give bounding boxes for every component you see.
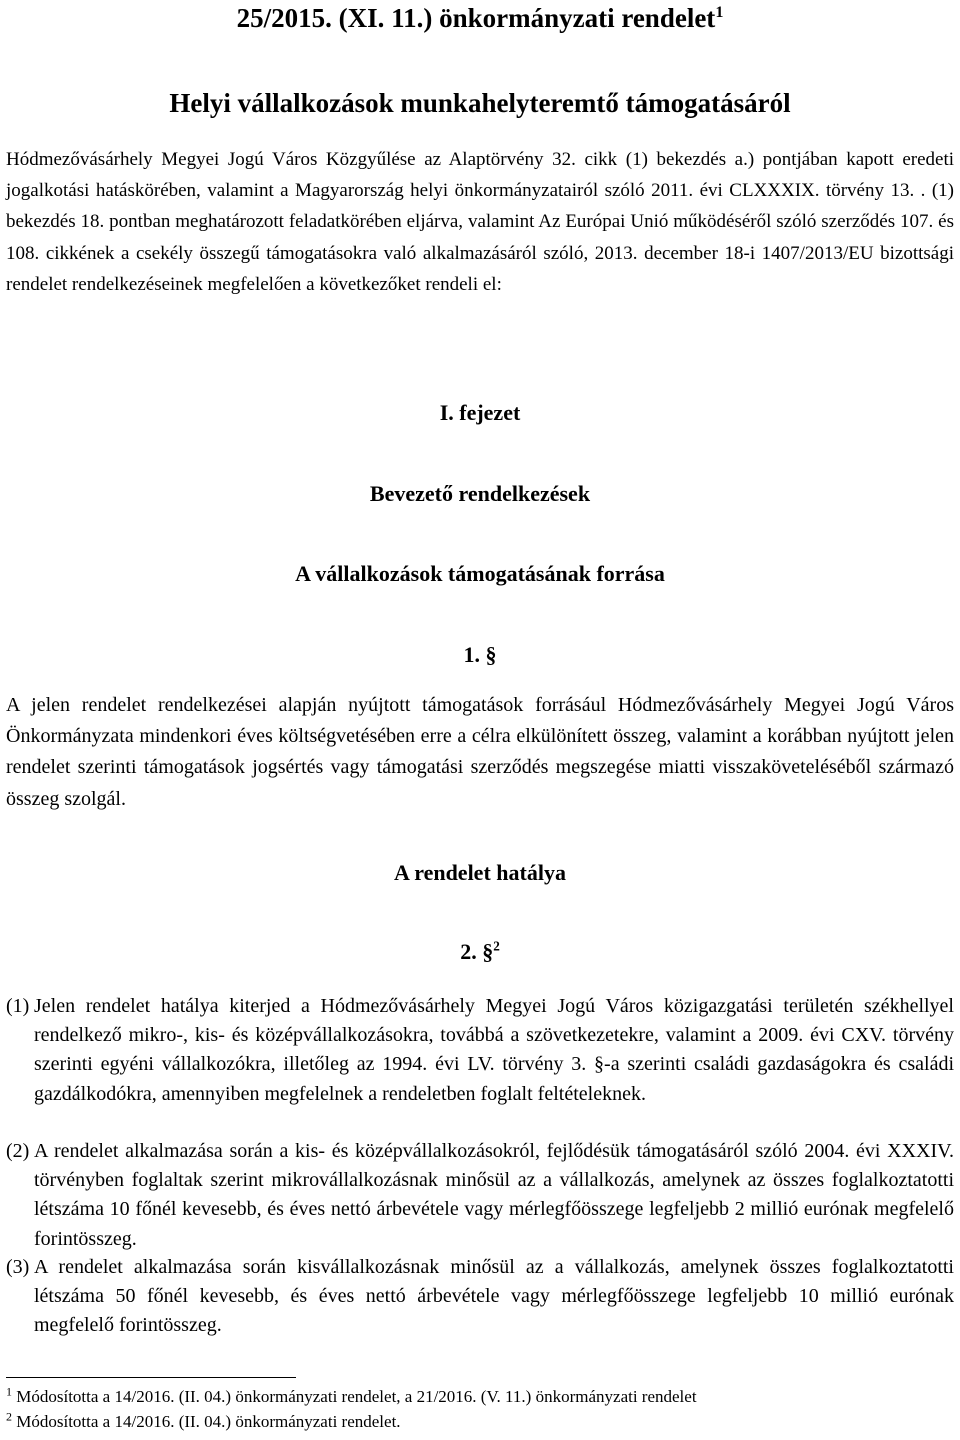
title-footnote-ref: 1	[715, 3, 724, 21]
chapter-title: Bevezető rendelkezések	[369, 481, 591, 506]
section-title-funding-source: A vállalkozások támogatásának forrása	[295, 561, 665, 586]
title-text: 25/2015. (XI. 11.) önkormányzati rendelet	[236, 3, 716, 33]
section-2-item-1	[6, 992, 954, 1109]
footnote-text: Módosította a 14/2016. (II. 04.) önkormányzati rendelet, a 21/2016. (V. 11.) önkormányzati rendelet	[16, 1387, 697, 1406]
document-title	[6, 2, 954, 34]
footnote-2	[6, 1409, 954, 1432]
footnote-separator	[6, 1377, 296, 1378]
section-1-label: 1. §	[463, 642, 497, 667]
section-2-label	[6, 938, 954, 966]
section-title-scope: A rendelet hatálya	[394, 860, 566, 885]
item-number: (3)	[6, 1256, 30, 1278]
footnote-ref: 2	[6, 1409, 12, 1424]
item-text: A rendelet alkalmazása során a kis- és középvállalkozásokról, fejlődésük támogatásáról szóló 2004. évi XXXIV. törvényben foglaltak szerint mikrovállalkozásnak minősül az a vállalkozás, amelynek az összes foglalkoztatotti létszáma 10 főnél kevesebb, és éves nettó árbevétele vagy mérlegfőösszege legfeljebb 2 millió eurónak megfelelő forintösszeg.	[34, 1140, 954, 1250]
chapter-number: I. fejezet	[439, 400, 521, 425]
item-number: (2)	[6, 1140, 30, 1162]
section-2-label-text: 2. §	[460, 939, 494, 964]
section-1-text: A jelen rendelet rendelkezései alapján nyújtott támogatások forrásául Hódmezővásárhely Megyei Jogú Város Önkormányzata mindenkori éves költségvetésében erre a célra elkülönített összeg, valamint a korábban nyújtott jelen rendelet szerinti támogatások jogsértés vagy támogatási szerződés megszegése miatti visszaköveteléséből származó összeg szolgál.	[6, 694, 954, 810]
footnote-1	[6, 1384, 954, 1407]
item-text: Jelen rendelet hatálya kiterjed a Hódmezővásárhely Megyei Jogú Város közigazgatási területén székhellyel rendelkező mikro-, kis- és középvállalkozásokra, továbbá a szövetkezetekre, valamint a 2009. évi CXV. törvény szerinti egyéni vállalkozókra, illetőleg az 1994. évi LV. törvény 3. §-a szerinti családi gazdaságokra és családi gazdálkodókra, amennyiben megfelelnek a rendeletben foglalt feltételeknek.	[34, 995, 954, 1105]
item-text: A rendelet alkalmazása során kisvállalkozásnak minősül az a vállalkozás, amelynek összes foglalkoztatotti létszáma 50 főnél kevesebb, és éves nettó árbevétele vagy mérlegfőösszege legfeljebb 10 millió eurónak megfelelő forintösszeg.	[34, 1256, 954, 1337]
section-2-item-3	[6, 1253, 954, 1341]
section-2-footnote-ref: 2	[493, 938, 500, 954]
document-subtitle: Helyi vállalkozások munkahelyteremtő támogatásáról	[169, 88, 791, 118]
preamble-paragraph: Hódmezővásárhely Megyei Jogú Város Közgyűlése az Alaptörvény 32. cikk (1) bekezdés a.) pontjában kapott eredeti jogalkotási hatáskörében, valamint a Magyarország helyi önkormányzatairól szóló 2011. évi CLXXXIX. törvény 13. . (1) bekezdés 18. pontban meghatározott feladatkörében eljárva, valamint Az Európai Unió működéséről szóló szerződés 107. és 108. cikkének a csekély összegű támogatásokra való alkalmazásáról szóló, 2013. december 18-i 1407/2013/EU bizottsági rendelet rendelkezéseinek megfelelően a következőket rendeli el:	[6, 149, 954, 295]
footnote-ref: 1	[6, 1384, 12, 1399]
item-number: (1)	[6, 995, 30, 1017]
section-2-item-2	[6, 1137, 954, 1254]
footnote-text: Módosította a 14/2016. (II. 04.) önkormányzati rendelet.	[16, 1412, 401, 1431]
